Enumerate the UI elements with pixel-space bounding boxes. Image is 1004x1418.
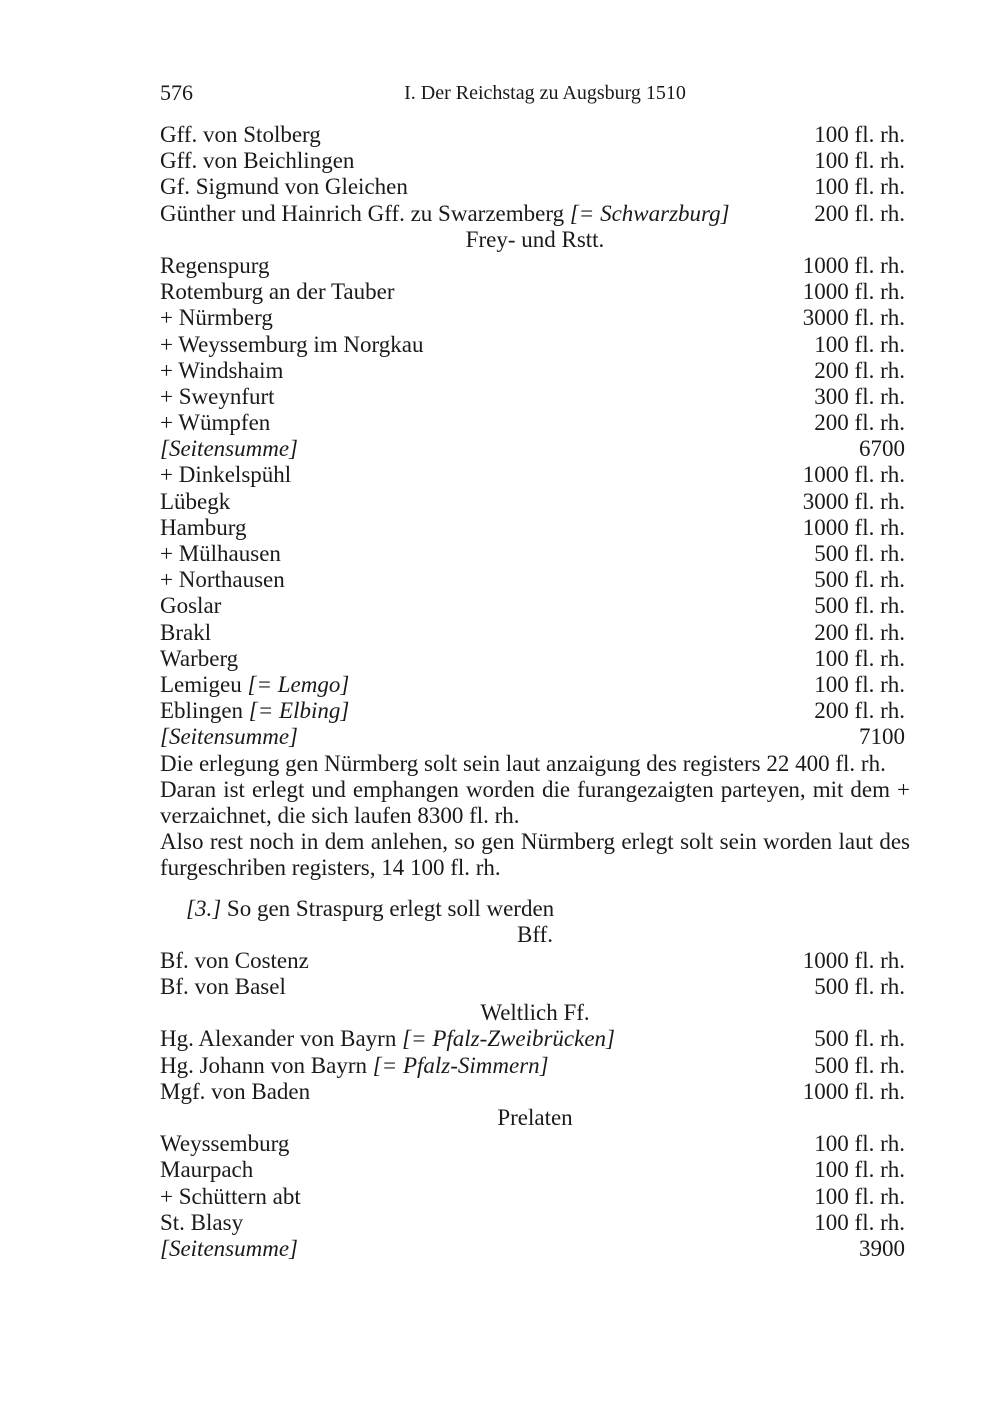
entry-label — [160, 410, 270, 436]
subtotal-row — [160, 436, 910, 462]
entry-amount: 300 fl. rh. — [814, 383, 905, 409]
entry-amount: 100 fl. rh. — [814, 1209, 905, 1235]
list-item — [160, 1184, 910, 1210]
entry-name: Hg. Alexander von Bayrn — [160, 1026, 403, 1052]
list-item — [160, 332, 910, 358]
entry-name: Rotemburg an der Tauber — [160, 279, 395, 305]
list-cities-b — [160, 462, 910, 724]
entry-amount: 500 fl. rh. — [814, 1026, 905, 1052]
entry-label — [160, 974, 286, 1000]
list-item — [160, 462, 910, 488]
list-item — [160, 201, 910, 227]
entry-amount: 100 fl. rh. — [814, 331, 905, 357]
entry-name: St. Blasy — [160, 1209, 244, 1235]
heading-princes: Weltlich Ff. — [480, 1000, 590, 1026]
entry-name: Gff. von Beichlingen — [160, 148, 355, 174]
entry-label — [160, 332, 423, 358]
entry-label — [160, 698, 349, 724]
entry-name: Günther und Hainrich Gff. zu Swarzemberg — [160, 200, 570, 226]
entry-note: [= Elbing] — [248, 698, 350, 724]
list-item — [160, 1026, 910, 1052]
entry-name: + Wümpfen — [160, 410, 271, 436]
entry-amount: 100 fl. rh. — [814, 645, 905, 671]
entry-label — [160, 1210, 243, 1236]
list-item — [160, 1053, 910, 1079]
entry-name: Eblingen — [160, 698, 249, 724]
entry-name: + Northausen — [160, 567, 285, 593]
entry-name: Hamburg — [160, 514, 247, 540]
section-heading — [160, 896, 910, 922]
entry-label — [160, 384, 275, 410]
entry-label — [160, 567, 285, 593]
entry-label — [160, 1053, 549, 1079]
entry-label — [160, 515, 246, 541]
list-item — [160, 1210, 910, 1236]
subtotal-row — [160, 1236, 910, 1262]
entry-name: Gff. von Stolberg — [160, 122, 321, 147]
list-item — [160, 253, 910, 279]
entry-amount: 100 fl. rh. — [814, 174, 905, 200]
list-cities-a — [160, 253, 910, 436]
list-item — [160, 593, 910, 619]
entry-label — [160, 1157, 253, 1183]
entry-label — [160, 541, 281, 567]
entry-name: + Windshaim — [160, 357, 284, 383]
list-prelates — [160, 1131, 910, 1236]
entry-amount: 3000 fl. rh. — [802, 488, 905, 514]
entry-amount: 500 fl. rh. — [814, 567, 905, 593]
subtotal-amount: 7100 — [859, 724, 905, 750]
paragraph-paid: Daran ist erlegt und emphangen worden die furangezaigten parteyen, mit dem + verzaichnet, die sich laufen 8300 fl. rh. — [160, 776, 910, 828]
entry-name: Gf. Sigmund von Gleichen — [160, 174, 408, 200]
entry-label — [160, 1131, 289, 1157]
entry-amount: 500 fl. rh. — [814, 1052, 905, 1078]
entry-amount: 3000 fl. rh. — [802, 305, 905, 331]
list-item — [160, 672, 910, 698]
entry-amount: 1000 fl. rh. — [802, 252, 905, 278]
list-princes — [160, 1026, 910, 1105]
document-page — [160, 78, 910, 1262]
entry-name: Goslar — [160, 593, 222, 619]
entry-amount: 100 fl. rh. — [814, 1131, 905, 1157]
entry-amount: 200 fl. rh. — [814, 619, 905, 645]
entry-label — [160, 489, 230, 515]
entry-name: + Dinkelspühl — [160, 462, 292, 488]
entry-amount: 100 fl. rh. — [814, 1183, 905, 1209]
entry-label — [160, 1026, 615, 1052]
entry-note: [= Schwarzburg] — [569, 200, 730, 226]
entry-name: Bf. von Basel — [160, 974, 286, 1000]
subtotal-label: [Seitensumme] — [160, 724, 298, 750]
entry-name: Lübegk — [160, 488, 231, 514]
entry-amount: 200 fl. rh. — [814, 698, 905, 724]
list-item — [160, 174, 910, 200]
subtotal-label: [Seitensumme] — [160, 436, 298, 462]
entry-name: + Sweynfurt — [160, 383, 275, 409]
list-item — [160, 948, 910, 974]
entry-label — [160, 305, 273, 331]
entry-label — [160, 253, 269, 279]
entry-name: Lemigeu — [160, 671, 248, 697]
list-item — [160, 541, 910, 567]
entry-amount: 1000 fl. rh. — [802, 462, 905, 488]
entry-amount: 200 fl. rh. — [814, 357, 905, 383]
list-item — [160, 1157, 910, 1183]
subtotal-row — [160, 724, 910, 750]
entry-name: + Nürmberg — [160, 305, 273, 331]
list-item — [160, 567, 910, 593]
entry-note: [= Pfalz-Simmern] — [372, 1052, 549, 1078]
entry-amount: 500 fl. rh. — [814, 593, 905, 619]
section-marker: [3.] — [186, 895, 222, 921]
entry-amount: 100 fl. rh. — [814, 1157, 905, 1183]
entry-amount: 100 fl. rh. — [814, 122, 905, 147]
list-item — [160, 515, 910, 541]
entry-label — [160, 1184, 301, 1210]
list-item — [160, 646, 910, 672]
entry-label — [160, 462, 291, 488]
heading-prelates: Prelaten — [497, 1105, 573, 1131]
entry-label — [160, 148, 354, 174]
entry-label — [160, 174, 408, 200]
entry-amount: 500 fl. rh. — [814, 974, 905, 1000]
entry-name: + Weyssemburg im Norgkau — [160, 331, 424, 357]
entry-name: Warberg — [160, 645, 239, 671]
entry-name: Maurpach — [160, 1157, 254, 1183]
list-item — [160, 279, 910, 305]
entry-label — [160, 122, 321, 148]
heading-bishops: Bff. — [517, 921, 553, 947]
heading-cities: Frey- und Rstt. — [465, 226, 605, 252]
list-item — [160, 974, 910, 1000]
entry-note: [= Lemgo] — [247, 671, 350, 697]
list-item — [160, 122, 910, 148]
list-item — [160, 358, 910, 384]
section-text: So gen Straspurg erlegt soll werden — [221, 895, 555, 921]
entry-amount: 200 fl. rh. — [814, 410, 905, 436]
list-counts — [160, 122, 910, 227]
entry-name: Hg. Johann von Bayrn — [160, 1052, 373, 1078]
page-header — [160, 78, 910, 108]
list-bishops — [160, 948, 910, 1000]
entry-amount: 1000 fl. rh. — [802, 1078, 905, 1104]
entry-name: Brakl — [160, 619, 212, 645]
subtotal-amount: 6700 — [859, 436, 905, 462]
page-number: 576 — [160, 80, 193, 105]
list-item — [160, 148, 910, 174]
list-item — [160, 698, 910, 724]
entry-name: Mgf. von Baden — [160, 1078, 311, 1104]
entry-name: Regenspurg — [160, 252, 270, 278]
entry-label — [160, 672, 349, 698]
list-item — [160, 620, 910, 646]
entry-amount: 500 fl. rh. — [814, 541, 905, 566]
subtotal-label: [Seitensumme] — [160, 1235, 298, 1261]
paragraph-remaining: Also rest noch in dem anlehen, so gen Nürmberg erlegt solt sein worden laut des furgeschriben registers, 14 100 fl. rh. — [160, 829, 910, 881]
entry-name: Bf. von Costenz — [160, 947, 309, 973]
entry-amount: 100 fl. rh. — [814, 148, 905, 174]
paragraph-total: Die erlegung gen Nürmberg solt sein laut anzaigung des registers 22 400 fl. rh. — [160, 750, 886, 776]
entry-amount: 200 fl. rh. — [814, 200, 905, 226]
entry-name: + Schüttern abt — [160, 1183, 301, 1209]
entry-label — [160, 620, 211, 646]
entry-name: Weyssemburg — [160, 1131, 290, 1157]
entry-name: + Mülhausen — [160, 541, 281, 566]
entry-label — [160, 646, 238, 672]
list-item — [160, 305, 910, 331]
list-item — [160, 489, 910, 515]
entry-amount: 1000 fl. rh. — [802, 947, 905, 973]
entry-label — [160, 948, 309, 974]
list-item — [160, 1079, 910, 1105]
entry-label — [160, 593, 221, 619]
entry-amount: 1000 fl. rh. — [802, 514, 905, 540]
entry-amount: 1000 fl. rh. — [802, 279, 905, 305]
entry-amount: 100 fl. rh. — [814, 671, 905, 697]
entry-label — [160, 358, 283, 384]
running-title: I. Der Reichstag zu Augsburg 1510 — [404, 82, 686, 104]
entry-label — [160, 279, 395, 305]
list-item — [160, 1131, 910, 1157]
list-item — [160, 410, 910, 436]
entry-note: [= Pfalz-Zweibrücken] — [402, 1026, 616, 1052]
entry-label — [160, 201, 730, 227]
subtotal-amount: 3900 — [859, 1235, 905, 1261]
entry-label — [160, 1079, 310, 1105]
list-item — [160, 384, 910, 410]
